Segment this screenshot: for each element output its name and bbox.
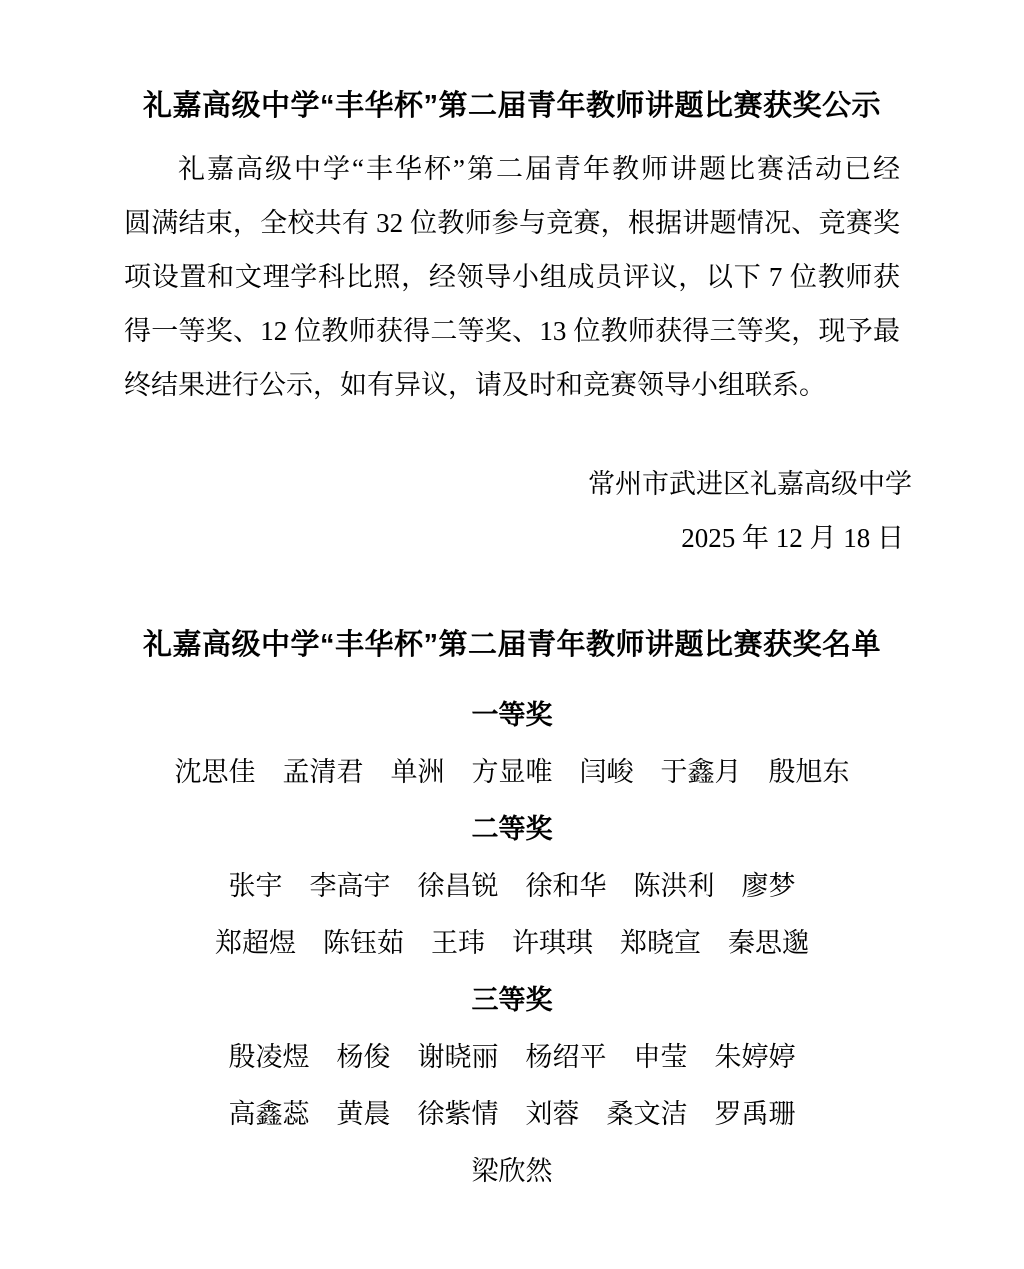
notice-title: 礼嘉高级中学“丰华杯”第二届青年教师讲题比赛获奖公示 xyxy=(142,90,881,122)
award-section-second-prize xyxy=(112,801,912,972)
winner-list-title: 礼嘉高级中学“丰华杯”第二届青年教师讲题比赛获奖名单 xyxy=(142,629,881,661)
signature-school: 常州市武进区礼嘉高级中学 xyxy=(588,469,912,499)
third-prize-names-row: 梁欣然 xyxy=(471,1156,553,1186)
third-prize-names-row: 殷凌煜 杨俊 谢晓丽 杨绍平 申莹 朱婷婷 xyxy=(228,1042,796,1072)
first-prize-heading: 一等奖 xyxy=(471,700,553,730)
paragraph-line: 得一等奖、12 位教师获得二等奖、13 位教师获得三等奖，现予最 xyxy=(124,316,900,346)
paragraph-line: 圆满结束，全校共有 32 位教师参与竞赛，根据讲题情况、竞赛奖 xyxy=(124,208,900,238)
paragraph-line: 项设置和文理学科比照，经领导小组成员评议，以下 7 位教师获 xyxy=(124,262,900,292)
notice-paragraph xyxy=(124,142,900,412)
second-prize-names-row: 郑超煜 陈钰茹 王玮 许琪琪 郑晓宣 秦思邈 xyxy=(215,928,809,958)
third-prize-names-row: 高鑫蕊 黄晨 徐紫情 刘蓉 桑文洁 罗禹珊 xyxy=(228,1099,796,1129)
second-prize-heading: 二等奖 xyxy=(471,814,553,844)
signature-date: 2025 年 12 月 18 日 xyxy=(681,523,904,553)
award-section-first-prize xyxy=(112,687,912,801)
third-prize-heading: 三等奖 xyxy=(471,985,553,1015)
second-prize-names-row: 张宇 李高宇 徐昌锐 徐和华 陈洪利 廖梦 xyxy=(228,871,796,901)
first-prize-names-row: 沈思佳 孟清君 单洲 方显唯 闫峻 于鑫月 殷旭东 xyxy=(174,757,850,787)
paragraph-line: 终结果进行公示，如有异议，请及时和竞赛领导小组联系。 xyxy=(124,370,826,400)
paragraph-line: 礼嘉高级中学“丰华杯”第二届青年教师讲题比赛活动已经 xyxy=(178,154,900,184)
award-section-third-prize xyxy=(112,972,912,1200)
signature-block xyxy=(112,457,912,565)
